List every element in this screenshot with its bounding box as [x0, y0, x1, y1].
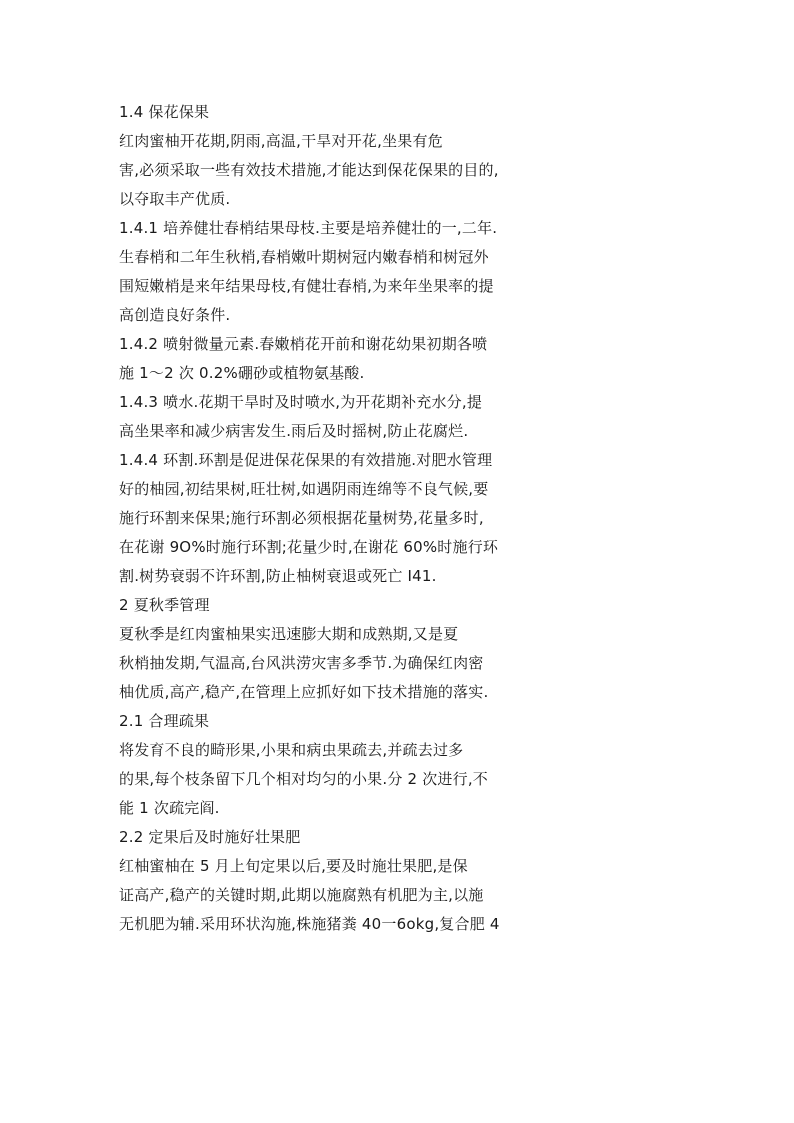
text-line: 施行环割来保果;施行环割必须根据花量树势,花量多时, [119, 509, 484, 527]
text-line: 高创造良好条件. [119, 306, 231, 324]
text-line: 能 1 次疏完阎. [119, 799, 220, 817]
section-heading-2: 2 夏秋季管理 [119, 596, 210, 614]
text-line: 生春梢和二年生秋梢,春梢嫩叶期树冠内嫩春梢和树冠外 [119, 248, 489, 266]
text-line: 夏秋季是红肉蜜柚果实迅速膨大期和成熟期,又是夏 [119, 625, 459, 643]
text-line: 将发育不良的畸形果,小果和病虫果疏去,并疏去过多 [119, 741, 464, 759]
section-heading-1-4: 1.4 保花保果 [119, 103, 210, 121]
text-line: 高坐果率和减少病害发生.雨后及时摇树,防止花腐烂. [119, 422, 469, 440]
text-line: 以夺取丰产优质. [119, 190, 231, 208]
text-line: 1.4.3 喷水.花期干旱时及时喷水,为开花期补充水分,提 [119, 393, 483, 411]
text-line: 围短嫩梢是来年结果母枝,有健壮春梢,为来年坐果率的提 [119, 277, 494, 295]
text-line: 1.4.2 喷射微量元素.春嫩梢花开前和谢花幼果初期各喷 [119, 335, 488, 353]
text-line: 的果,每个枝条留下几个相对均匀的小果.分 2 次进行,不 [119, 770, 488, 788]
text-line: 割.树势衰弱不许环割,防止柚树衰退或死亡 I41. [119, 567, 437, 585]
section-heading-2-2: 2.2 定果后及时施好壮果肥 [119, 828, 301, 846]
text-line: 红肉蜜柚开花期,阴雨,高温,干旱对开花,坐果有危 [119, 132, 443, 150]
text-line: 在花谢 9O%时施行环割;花量少时,在谢花 60%时施行环 [119, 538, 499, 556]
document-body [119, 98, 679, 939]
text-line: 证高产,稳产的关键时期,此期以施腐熟有机肥为主,以施 [119, 886, 484, 904]
text-line: 1.4.1 培养健壮春梢结果母枝.主要是培养健壮的一,二年. [119, 219, 498, 237]
section-heading-2-1: 2.1 合理疏果 [119, 712, 210, 730]
text-line: 1.4.4 环割.环割是促进保花保果的有效措施.对肥水管理 [119, 451, 493, 469]
text-line: 好的柚园,初结果树,旺壮树,如遇阴雨连绵等不良气候,要 [119, 480, 489, 498]
text-line: 害,必须采取一些有效技术措施,才能达到保花保果的目的, [119, 161, 499, 179]
text-line: 柚优质,高产,稳产,在管理上应抓好如下技术措施的落实. [119, 683, 489, 701]
text-line: 施 1～2 次 0.2%硼砂或植物氨基酸. [119, 364, 365, 382]
text-line: 秋梢抽发期,气温高,台风洪涝灾害多季节.为确保红肉密 [119, 654, 484, 672]
text-line: 无机肥为辅.采用环状沟施,株施猪粪 40一6okg,复合肥 4 [119, 915, 500, 933]
text-line: 红柚蜜柚在 5 月上旬定果以后,要及时施壮果肥,是保 [119, 857, 468, 875]
